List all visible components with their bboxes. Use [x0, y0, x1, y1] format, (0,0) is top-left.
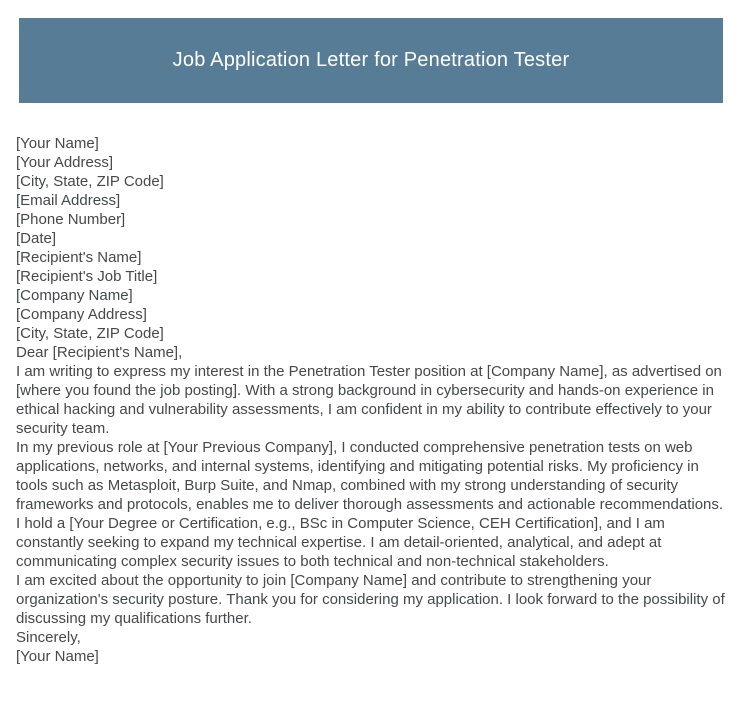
- sender-phone-placeholder: [Phone Number]: [16, 211, 126, 228]
- paragraph-qualifications: I hold a [Your Degree or Certification, e.g., BSc in Computer Science, CEH Certification], and I am constantly seeking to expand my technical expertise. I am detail-oriented, analytical, and adept at communicating complex security issues to both technical and non-technical stakeholders.: [16, 515, 665, 570]
- sender-email-placeholder: [Email Address]: [16, 192, 121, 209]
- salutation-line: Dear [Recipient's Name],: [16, 344, 183, 361]
- company-name-placeholder: [Company Name]: [16, 287, 133, 304]
- signature-name-placeholder: [Your Name]: [16, 648, 99, 665]
- recipient-job-title-placeholder: [Recipient's Job Title]: [16, 268, 158, 285]
- signoff-line: Sincerely,: [16, 629, 81, 646]
- paragraph-experience: In my previous role at [Your Previous Company], I conducted comprehensive penetration tests on web applications, networks, and internal systems, identifying and mitigating potential risks. My proficiency in tools such as Metasploit, Burp Suite, and Nmap, combined with my strong understanding of security frameworks and protocols, enables me to deliver thorough assessments and actionable recommendations.: [16, 439, 724, 513]
- sender-name-placeholder: [Your Name]: [16, 135, 99, 152]
- recipient-name-placeholder: [Recipient's Name]: [16, 249, 142, 266]
- letter-body: [16, 134, 726, 666]
- date-placeholder: [Date]: [16, 230, 57, 247]
- paragraph-intro: I am writing to express my interest in the Penetration Tester position at [Company Name], as advertised on [where you found the job posting]. With a strong background in cybersecurity and hands-on experience in ethical hacking and vulnerability assessments, I am confident in my ability to contribute effectively to your security team.: [16, 363, 722, 437]
- company-address-placeholder: [Company Address]: [16, 306, 147, 323]
- letter-title-banner: [19, 18, 723, 103]
- sender-city-state-zip-placeholder: [City, State, ZIP Code]: [16, 173, 164, 190]
- company-city-state-zip-placeholder: [City, State, ZIP Code]: [16, 325, 164, 342]
- page-title: Job Application Letter for Penetration Tester: [172, 49, 570, 71]
- sender-address-placeholder: [Your Address]: [16, 154, 114, 171]
- paragraph-closing: I am excited about the opportunity to join [Company Name] and contribute to strengthening your organization's security posture. Thank you for considering my application. I look forward to the possibility of discussing my qualifications further.: [16, 572, 725, 627]
